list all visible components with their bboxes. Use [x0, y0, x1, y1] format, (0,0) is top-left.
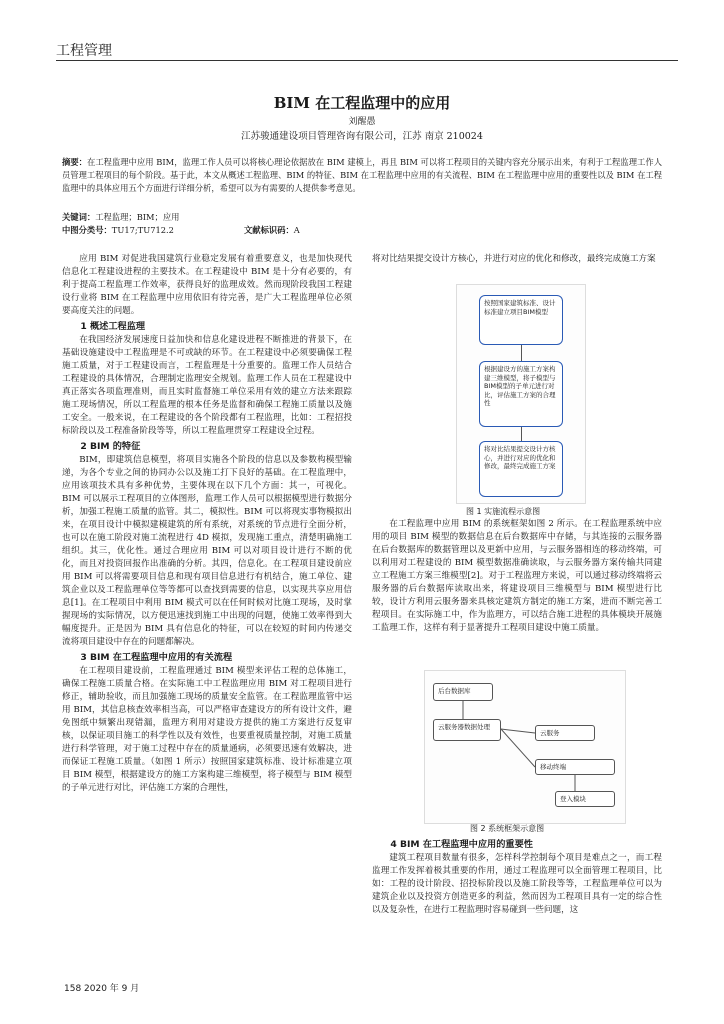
framework-paragraph: 在工程监理中应用 BIM 的系统框架如图 2 所示。在工程监理系统中应用的项目 BIM 模型的数据信息在后台数据库中存储，与其连接的云服务器在后台数据库的数据管理以及更新中应用，与云服务器相连的移动终端，可以利用对工程建设的 BIM 模型数据准确读取，与云服务器方案传输共同建立工程施工方案三维模型[2]。对于工程监理方来说，可以通过移动终端将云服务器的后台数据库读取出来，将建设项目三维模型与 BIM 模型进行比较，设计方利用云服务器来具核定建筑方制定的施工方案，进而不断完善工程项目。在实际施工中，作为监理方，可以结合施工进程的具体模块开展施工监理工作，这样有利于显著提升工程项目建设中施工质量。: [372, 519, 662, 633]
section-3-title: 3 BIM 在工程监理中应用的有关流程: [80, 652, 233, 663]
node-mobile-terminal: 移动终端: [535, 759, 615, 775]
section-1-title: 1 概述工程监理: [80, 321, 146, 332]
keywords-text: 工程监理；BIM；应用: [95, 212, 180, 222]
page-footer: 158 2020 年 9 月: [64, 984, 140, 994]
flow-arrow-2: [521, 427, 522, 441]
section-1-text: 在我国经济发展速度日益加快和信息化建设进程不断推进的背景下，在基础设施建设中工程监理是不可或缺的环节。在工程建设中必须要确保工程施工质量，对于工程建设而言，工程监理是十分重要的。监理工作人员结合工程建设的具体情况，合理制定监理安全规划。监理工作人员在工程建设中真正落实各项监理准则，而且实时监督施工单位采用有效的建立方法来跟踪施工现场情况，所以工程监理的根本任务是监督和确保工程施工质量以及施工安全。一般来说，在工程建设的各个阶段都有工程监理，比如：工程招投标阶段以及工程准备阶段等等，所以工程监理贯穿工程建设全过程。: [62, 335, 352, 436]
document-code: [244, 224, 300, 236]
continuation-text: 将对比结果提交设计方核心，并进行对应的优化和修改，最终完成施工方案: [372, 254, 656, 264]
figure-1-caption: 图 1 实施流程示意图: [466, 507, 541, 516]
flow-step-3: 将对比结果提交设计方核心，并进行对应的优化和修改，最终完成施工方案: [479, 441, 563, 497]
doc-code-value: A: [293, 225, 300, 235]
header-divider: [56, 60, 678, 61]
section-4-text: 建筑工程项目数量有很多，怎样科学控制每个项目是难点之一，而工程监理工作发挥着极其重要的作用，通过工程监理可以全面管理工程项目，比如：工程的设计阶段、招投标阶段以及施工阶段等等，工程监理单位可以为建筑企业以及投资方创造更多的利益，然而因为工程项目具有一定的综合性以及复杂性，在进行工程监理时容易碰到一些问题，这: [372, 853, 662, 915]
right-column-bottom: [372, 836, 662, 917]
section-4-title: 4 BIM 在工程监理中应用的重要性: [390, 839, 533, 850]
class-code: TU17;TU712.2: [111, 225, 174, 235]
right-column-middle: [372, 518, 662, 635]
figure-2-caption: 图 2 系统框架示意图: [470, 824, 545, 833]
abstract-label: 摘要：: [62, 157, 87, 167]
doc-label: 文献标识码：: [244, 225, 294, 235]
flow-arrow-1: [521, 345, 522, 361]
article-affiliation: 江苏骏通建设项目管理咨询有限公司，江苏 南京 210024: [241, 131, 483, 142]
classification: [62, 224, 174, 236]
node-cloud-processing: 云服务器数据处理: [433, 719, 501, 741]
journal-section-header: 工程管理: [56, 43, 112, 59]
abstract-text: 在工程监理中应用 BIM，监理工作人员可以将核心理论依据放在 BIM 建模上，再且 BIM 可以将工程项目的关键内容充分展示出来，有利于工程监理工作人员管理工程项目的每个阶段。基于此，本文从概述工程监理、BIM 的特征、BIM 在工程监理中应用的有关流程、BIM 在工程监理中应用的重要性以及 BIM 在工程监理中的具体应用五个方面进行详细分析，希望可以为有需要的人提供参考意见。: [62, 157, 662, 193]
right-column-continuation: [372, 253, 662, 266]
class-label: 中图分类号：: [62, 225, 112, 235]
intro-paragraph: 应用 BIM 对促进我国建筑行业稳定发展有着重要意义，也是加快现代信息化工程建设进程的主要技术。在工程建设中 BIM 是十分有必要的，有利于提高工程监理工作效率，获得良好的监理成效。然而现阶段我国工程建设行业将 BIM 在工程监理中应用依旧有待完善，是广大工程监理单位必须要高度关注的问题。: [62, 254, 352, 316]
section-2-text: BIM，即建筑信息模型，将项目实施各个阶段的信息以及参数构模型输递，为各个专业之间的协同办公以及施工打下良好的基础。在工程监理中，应用该项技术具有多种优势，主要体现在以下几个方面：其一，可视化。BIM 可以展示工程项目的立体图形，监理工作人员可以根据模型进行数据分析，加强工程施工质量的监管。其二，模拟性。BIM 可以将现实事物模拟出来，在项目设计中模拟建模建筑的所有系统，对系统的节点进行全面分析，也可以在施工阶段对施工流程进行 4D 模拟，发现施工重点，清楚明确施工组织。其三，优化性。通过合理应用 BIM 可以对项目设计进行不断的优化，而且对投资回报作出准确的分析。其四，信息化。在工程项目建设前应用 BIM 可以将需要项目信息和现有项目信息进行有机结合，施工单位、建筑企业以及工程监理单位等等都可以查找到需要的信息，以实现共享应用信息[1]。在工程项目中利用 BIM 模式可以在任何时候对比施工现场，及时掌握现场的实际情况，以方便迅速找到施工中出现的问题，使施工效率得到大幅度提升。正是因为 BIM 具有信息化的特征，可以在较短的时间内传递交流将项目建设中存在的问题都解决。: [62, 455, 352, 647]
node-login-module: 登入模块: [555, 791, 615, 807]
node-cloud-service: 云服务: [535, 725, 595, 741]
flow-step-2: 根据建设方的施工方案构建三维模型，将子模型与BIM模型的子单元进行对比，评估施工方案的合理性: [479, 361, 563, 427]
section-2-title: 2 BIM 的特征: [80, 441, 141, 452]
section-3-text: 在工程项目建设前，工程监理通过 BIM 模型来评估工程的总体施工，确保工程施工质量合格。在实际施工中工程监理应用 BIM 对工程项目进行修正，辅助验收，而且加强施工现场的质量安全监管。在工程监理监管中运用 BIM，其信息核查效率相当高，可以严格审查建设方的所有设计文件，避免图纸中频繁出现错漏，监理方利用对建设方提供的施工方案进行反复审核，以保证项目施工的科学性以及有效性，也要重视质量控制，对施工质量进行科学管理，对于施工过程中存在的质量通病，必须要迅速有效解决，进而保证工程施工质量。（如图 1 所示）按照国家建筑标准、设计标准建立项目 BIM 模型，根据建设方的施工方案构建三维模型，将子模型与 BIM 模型的子单元进行对比，评估施工方案的合理性，: [62, 666, 352, 793]
article-title: BIM 在工程监理中的应用: [273, 94, 451, 112]
left-column: [62, 253, 352, 795]
node-backend-database: 后台数据库: [433, 683, 493, 701]
keywords-label: 关键词：: [62, 212, 96, 222]
abstract: [62, 156, 662, 195]
flow-step-1: 按照国家建筑标准、设计标准建立项目BIM模型: [479, 295, 563, 345]
figure-2-framework-diagram: [424, 670, 626, 824]
figure-1-flowchart: [456, 284, 586, 504]
article-author: 刘醒愚: [348, 117, 376, 127]
keywords: [62, 211, 179, 223]
